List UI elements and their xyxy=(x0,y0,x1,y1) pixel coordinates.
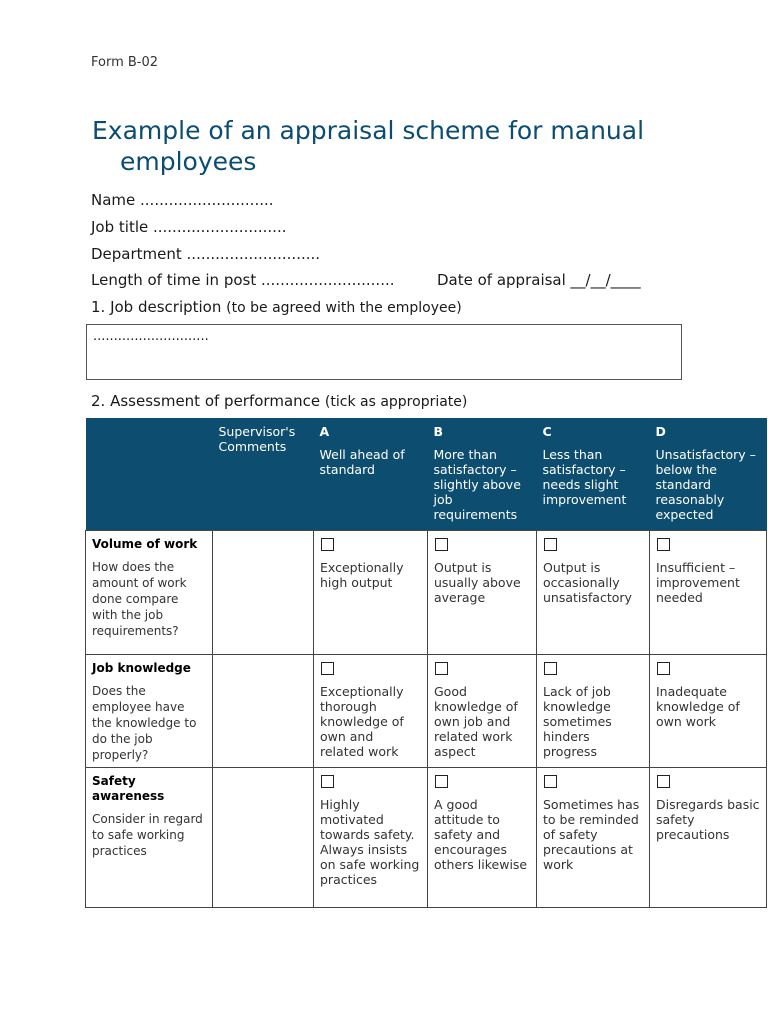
department-field[interactable]: Department ............................ xyxy=(91,245,321,263)
table-row-safety-awareness xyxy=(86,768,767,908)
checkbox-icon[interactable] xyxy=(435,538,448,551)
criteria-header xyxy=(86,418,213,531)
supervisor-comments-cell[interactable] xyxy=(213,768,314,908)
grade-d-cell xyxy=(650,531,767,655)
grade-a-cell xyxy=(314,531,428,655)
checkbox-icon[interactable] xyxy=(544,538,557,551)
table-header-row xyxy=(86,418,767,531)
grade-c-description: Sometimes has to be reminded of safety precautions at work xyxy=(543,797,640,872)
checkbox-icon[interactable] xyxy=(657,775,670,788)
job-description-box[interactable]: ............................ xyxy=(86,324,682,380)
grade-a-description: Exceptionally high output xyxy=(320,560,404,590)
grade-b-description: Output is usually above average xyxy=(434,560,521,605)
assessment-note: (tick as appropriate) xyxy=(324,394,468,410)
criterion-name: Job knowledge xyxy=(92,661,191,675)
job-description-label: 1. Job description xyxy=(91,298,222,316)
grade-c-cell xyxy=(537,768,650,908)
grade-c-letter: C xyxy=(542,424,552,439)
criterion-cell xyxy=(86,531,213,655)
grade-d-description: Disregards basic safety precautions xyxy=(656,797,760,842)
grade-c-header xyxy=(537,418,650,531)
checkbox-icon[interactable] xyxy=(321,538,334,551)
grade-c-description: Output is occasionally unsatisfactory xyxy=(543,560,632,605)
grade-d-description: Insufficient – improvement needed xyxy=(656,560,740,605)
checkbox-icon[interactable] xyxy=(435,662,448,675)
comments-header xyxy=(213,418,314,531)
length-in-post-field[interactable]: Length of time in post ............................ xyxy=(91,271,395,289)
comments-header-label: Supervisor's Comments xyxy=(218,424,296,454)
grade-b-cell xyxy=(428,768,537,908)
grade-d-text: Unsatisfactory – below the standard reasonably expected xyxy=(655,447,756,522)
grade-d-letter: D xyxy=(655,424,666,439)
grade-b-cell xyxy=(428,531,537,655)
name-field[interactable]: Name ............................ xyxy=(91,191,274,209)
assessment-table xyxy=(85,418,767,908)
grade-a-header xyxy=(314,418,428,531)
form-code: Form B-02 xyxy=(91,55,159,70)
table-row-volume-of-work xyxy=(86,531,767,655)
grade-b-header xyxy=(428,418,537,531)
grade-b-description: Good knowledge of own job and related work aspect xyxy=(434,684,518,759)
checkbox-icon[interactable] xyxy=(321,662,334,675)
checkbox-icon[interactable] xyxy=(435,775,448,788)
grade-a-text: Well ahead of standard xyxy=(319,447,405,477)
assessment-heading xyxy=(91,392,467,410)
criterion-cell xyxy=(86,768,213,908)
criterion-cell xyxy=(86,655,213,768)
page-title: Example of an appraisal scheme for manual employees xyxy=(92,116,645,176)
grade-a-description: Exceptionally thorough knowledge of own and related work xyxy=(320,684,404,759)
date-of-appraisal-field[interactable]: Date of appraisal __/__/____ xyxy=(437,271,641,289)
criterion-question: Does the employee have the knowledge to do the job properly? xyxy=(92,684,197,762)
grade-b-description: A good attitude to safety and encourages others likewise xyxy=(434,797,528,872)
checkbox-icon[interactable] xyxy=(544,775,557,788)
grade-d-cell xyxy=(650,768,767,908)
grade-a-cell xyxy=(314,655,428,768)
grade-a-letter: A xyxy=(319,424,330,439)
job-description-heading xyxy=(91,298,462,316)
criterion-name: Safety awareness xyxy=(92,774,165,803)
grade-c-cell xyxy=(537,531,650,655)
grade-b-cell xyxy=(428,655,537,768)
criterion-name: Volume of work xyxy=(92,537,198,551)
checkbox-icon[interactable] xyxy=(544,662,557,675)
grade-b-letter: B xyxy=(433,424,444,439)
grade-a-cell xyxy=(314,768,428,908)
supervisor-comments-cell[interactable] xyxy=(213,655,314,768)
job-description-note: (to be agreed with the employee) xyxy=(226,300,462,316)
checkbox-icon[interactable] xyxy=(321,775,334,788)
criterion-question: How does the amount of work done compare with the job requirements? xyxy=(92,560,187,638)
grade-c-description: Lack of job knowledge sometimes hinders progress xyxy=(543,684,612,759)
checkbox-icon[interactable] xyxy=(657,538,670,551)
grade-b-text: More than satisfactory – slightly above job requirements xyxy=(433,447,521,522)
assessment-label: 2. Assessment of performance xyxy=(91,392,321,410)
grade-c-cell xyxy=(537,655,650,768)
criterion-question: Consider in regard to safe working practices xyxy=(92,812,203,858)
grade-d-description: Inadequate knowledge of own work xyxy=(656,684,740,729)
grade-d-header xyxy=(650,418,767,531)
grade-a-description: Highly motivated towards safety. Always insists on safe working practices xyxy=(320,797,420,887)
job-title-field[interactable]: Job title ............................ xyxy=(91,218,287,236)
grade-c-text: Less than satisfactory – needs slight improvement xyxy=(542,447,627,507)
checkbox-icon[interactable] xyxy=(657,662,670,675)
supervisor-comments-cell[interactable] xyxy=(213,531,314,655)
grade-d-cell xyxy=(650,655,767,768)
table-row-job-knowledge xyxy=(86,655,767,768)
